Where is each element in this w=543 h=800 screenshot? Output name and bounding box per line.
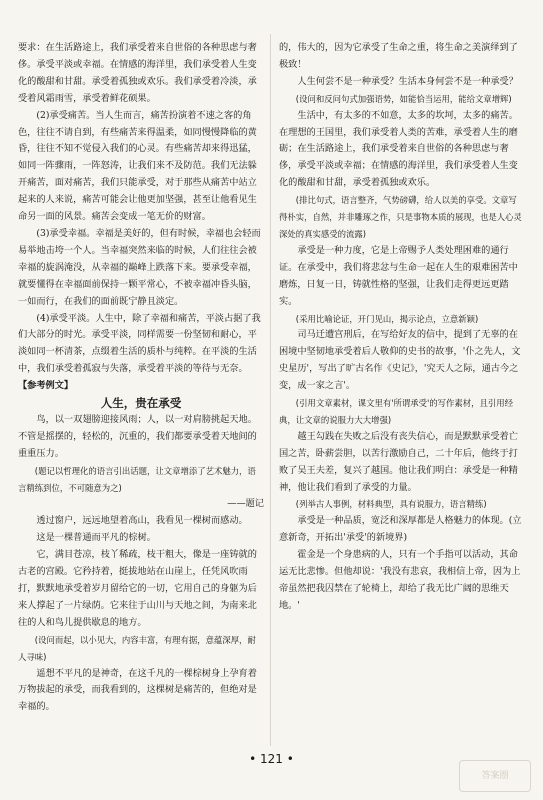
body-paragraph: 霍金是一个身患病的人，只有一个手指可以活动，其命运无比悲惨。但他却说：'我没有悲哀，我相信上帝，因为上帝虽然把我囚禁在了轮椅上，却给了我无比广阔的思维天地。' [279, 549, 521, 611]
essay-title: 人生，贵在承受 [100, 396, 182, 411]
annotation-paragraph: (题记以哲理化的语言引出话题，让文章增添了艺术魅力，语言精练到位，不可随意为之) [18, 465, 256, 493]
body-paragraph: 的，伟大的，因为它承受了生命之重，将生命之美演绎到了极致！ [279, 42, 518, 70]
epigraph-attribution: ——题记 [227, 498, 264, 510]
body-paragraph: 它，满目苍凉，枝丫稀疏，枝干粗大，像是一座铸就的古老的宫殿。它矜持着，挺拔地站在山崖上，任凭风吹雨打，默默地承受着岁月留给它的一切，它用自己的身躯为后来人撑起了一片绿荫。它来往于山川与天地之间，为南来北往的人和鸟儿提供歇息的地方。 [18, 549, 257, 628]
annotation-paragraph: (列举古人事例，材料典型，具有说服力，语言精练) [295, 499, 487, 510]
left-column [18, 40, 264, 716]
body-paragraph: 司马迁遭宫刑后，在写给好友的信中，提到了无辜的在困境中坚韧地承受着后人敬仰的史书的故事，'仆之先人，文史星历'，写出了旷古名作《史记》，'究天人之际，通古今之变，成一家之言'。 [279, 329, 521, 392]
column-divider [270, 34, 271, 746]
section-label: 【参考例文】 [18, 380, 74, 392]
body-paragraph: 遥想不平凡的是神奇，在这千凡的一棵棕树身上孕育着万物拔起的承受，而我看到的，这棵树是痛苦的，但绝对是幸福的。 [18, 667, 257, 713]
watermark-logo: 答案圈 [459, 760, 531, 792]
body-paragraph: 越王勾践在失败之后没有丧失信心，而是默默承受着亡国之苦，卧薪尝胆，以苦行激励自己，二十年后，他终于打败了吴王夫差，复兴了越国。他让我们明白：承受是一种精神，他让我们看到了承受的力量。 [279, 430, 518, 493]
annotation-paragraph: (采用比喻论证，开门见山，揭示论点，立意新颖) [295, 313, 479, 324]
page-number: • 121 • [249, 752, 294, 766]
annotation-paragraph: (设问和反问句式加强语势，如能恰当运用，能给文章增辉) [295, 93, 512, 104]
body-paragraph: 生活中，有太多的不如意，太多的坎坷，太多的痛苦。在理想的王国里，我们承受着人类的苦难，承受着人生的磨砺；在生活路途上，我们承受着来自世俗的各种思虑与奢侈，承受平淡或幸福；在情感的海洋里，我们承受着人生变化的酸甜和甘甜，承受着孤独或欢乐。 [279, 109, 518, 189]
body-paragraph: 鸟，以一双翅膀迎接风雨；人，以一对肩膀挑起天地。不管是摇摆的，轻松的，沉重的，我们都要承受着天地间的重重压力。 [18, 413, 257, 459]
body-paragraph: 要求：在生活路途上，我们承受着来自世俗的各种思虑与奢侈。承受平淡或幸福。在情感的海洋里，我们承受着人生变化的酸甜和甘甜。承受着孤独或欢乐。我们承受着冷淡，承受着风霜雨雪，承受着鲜花硕果。 [18, 42, 257, 104]
right-column [279, 40, 524, 615]
annotation-paragraph: (引用文章素材，课文里有'所谓承受'的写作素材，且引用经典，让文章的说服力大大增强) [279, 398, 514, 425]
body-paragraph: 人生何尝不是一种承受？生活本身何尝不是一种承受？ [297, 75, 518, 87]
annotation-paragraph: (设问而起，以小见大，内容丰富，有理有据，意蕴深厚，耐人寻味) [18, 634, 256, 662]
body-paragraph: 承受是一种力度，它是上帝赐予人类处理困难的通行证。在承受中，我们将悲忿与生命一起在人生的艰难困苦中磨炼，日复一日，铸就性格的坚强，让我们走得更远更踏实。 [279, 244, 518, 307]
body-paragraph: 这是一棵普通而平凡的棕树。 [36, 532, 156, 544]
body-paragraph: 承受是一种品质，宽泛和深厚都是人格魅力的体现。(立意新奇，开拓出'承受'的新境界) [279, 515, 522, 544]
body-paragraph: (4)承受平淡。人生中，除了幸福和痛苦，平淡占据了我们大部分的时光。承受平淡，同样需要一份坚韧和耐心，平淡如同一杯清茶，点缀着生活的质朴与纯粹。在平淡的生活中，我们承受着孤寂与失落，承受着平淡的等待与无奈。 [18, 312, 261, 375]
body-paragraph: 透过窗户，远远地望着高山，我看见一棵树而感动。 [36, 515, 248, 527]
annotation-paragraph: (排比句式，语言整齐，气势磅礴，给人以美的享受。文章写得朴实，自然，并非雕琢之作，只是事物本质的展现，也是人心灵深处的真实感受的流露) [279, 195, 522, 239]
body-paragraph: (3)承受幸福。幸福是美好的，但有时候，幸福也会轻而易举地击垮一个人。当幸福突然来临的时候，人们往往会被幸福的旋涡淹没，从幸福的巅峰上跌落下来。要承受幸福，就要懂得在幸福面前保持一颗平常心，不被幸福冲昏头脑，一如而行，在我们的面前既宁静且淡定。 [18, 227, 261, 307]
body-paragraph: (2)承受痛苦。当人生而言，痛苦扮演着不速之客的角色，往往不请自到，有些痛苦来得温柔，如同慢慢降临的黄昏，往往不知不觉侵入我们的心灵。有些痛苦却来得迅猛，如同一阵骤雨，一阵怒涛，让我们来不及防范。我们无法躲开痛苦，面对痛苦，我们只能承受，对于那些从痛苦中站立起来的人来说，痛苦可能会让他更加坚强，甚至让他看见生命另一面的风景。痛苦会变成一笔无价的财富。 [18, 109, 257, 223]
